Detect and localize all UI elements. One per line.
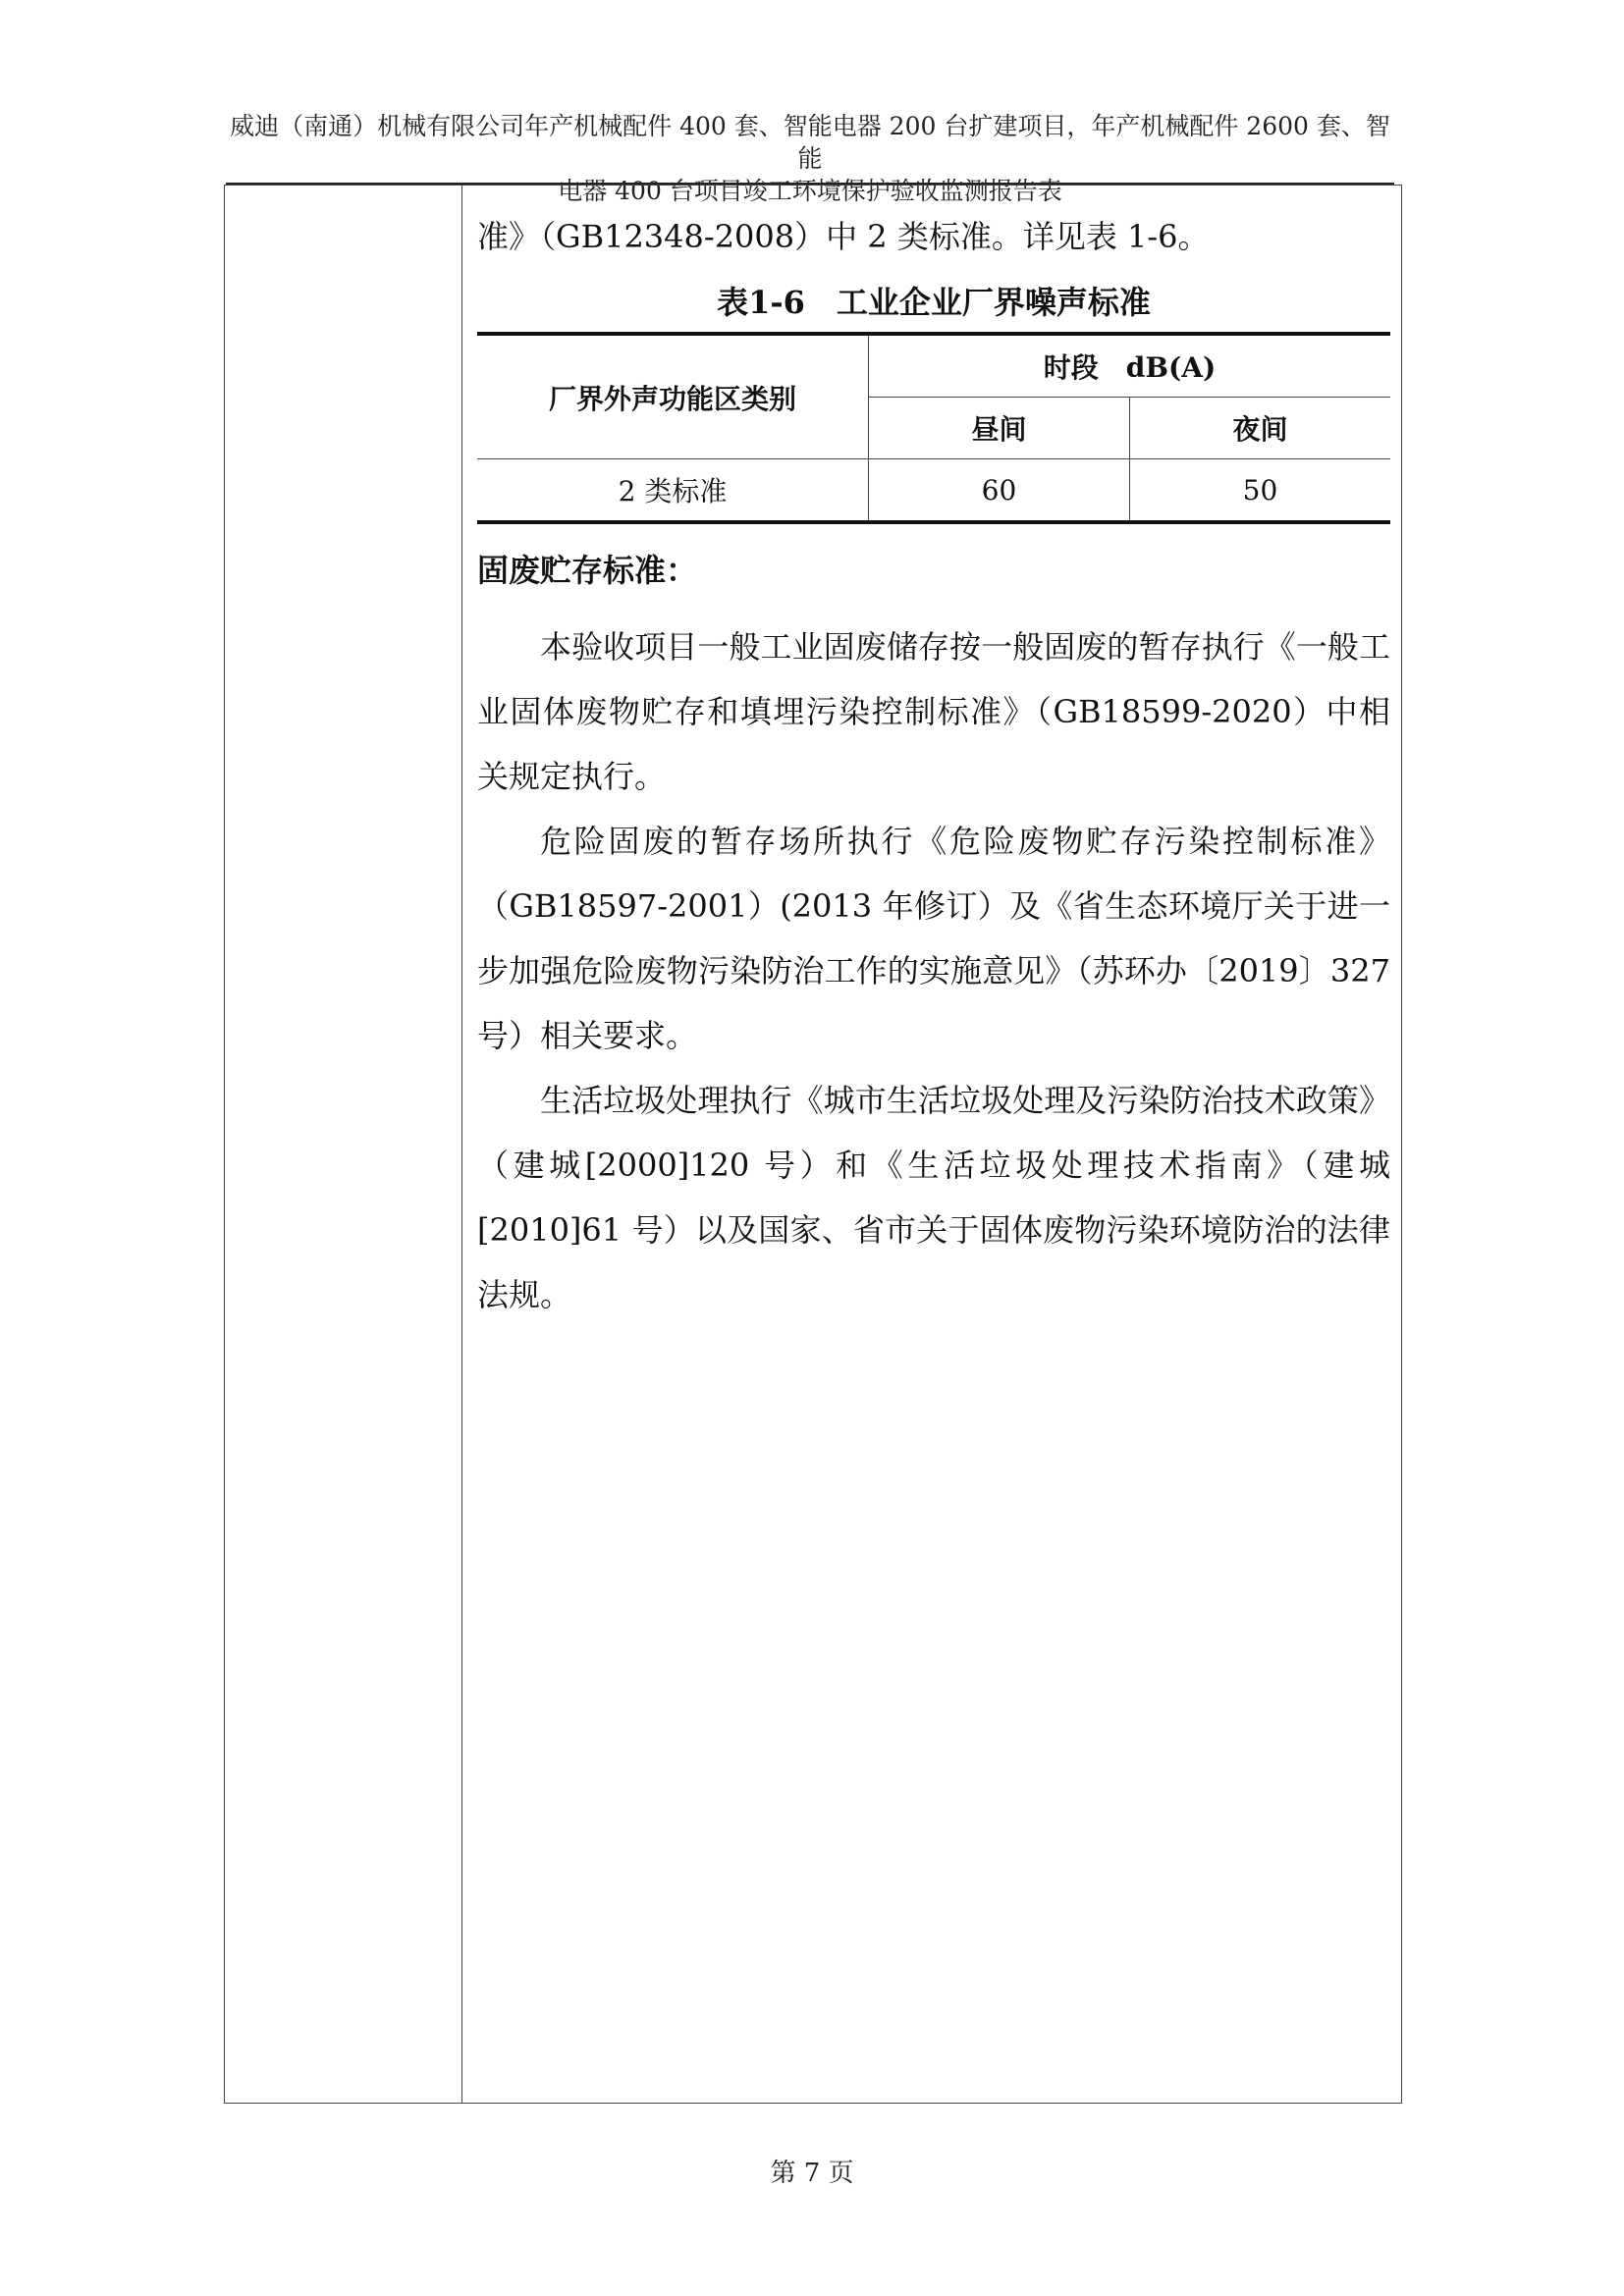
header-line-1: 威迪（南通）机械有限公司年产机械配件 400 套、智能电器 200 台扩建项目，年产机械配件 2600 套、智能 [230,112,1390,173]
intro-text: 准》（GB12348-2008）中 2 类标准。详见表 1-6。 [477,218,1210,255]
section-heading: 固废贮存标准： [477,552,698,589]
col-period-header: 时段 dB(A) [869,334,1391,398]
header-line-2: 电器 400 台项目竣工环境保护验收监测报告表 [558,177,1062,205]
table-row [477,459,1390,523]
paragraph-general-waste: 本验收项目一般工业固废储存按一般固废的暂存执行《一般工业固体废物贮存和填埋污染控制标准》（GB18599-2020）中相关规定执行。 [477,628,1390,795]
col-night-header: 夜间 [1130,398,1391,459]
paragraph-domestic-waste: 生活垃圾处理执行《城市生活垃圾处理及污染防治技术政策》（建城[2000]120 号）和《生活垃圾处理技术指南》（建城[2010]61 号）以及国家、省市关于固体废物污染环境防治的法律法规。 [477,1082,1390,1313]
col-day-header: 昼间 [869,398,1130,459]
table-header-row [477,334,1390,398]
noise-standard-table [477,332,1390,524]
cell-category: 2 类标准 [477,459,869,523]
page-number: 第 7 页 [770,2159,854,2188]
table-title: 表1-6 工业企业厂界噪声标准 [717,284,1151,321]
column-divider [461,185,462,2104]
paragraph-hazardous-waste: 危险固废的暂存场所执行《危险废物贮存污染控制标准》（GB18597-2001）(2013 年修订）及《省生态环境厅关于进一步加强危险废物污染防治工作的实施意见》（苏环办〔2019〕327 号）相关要求。 [477,823,1390,1054]
col-category-header: 厂界外声功能区类别 [477,334,869,459]
cell-night: 50 [1130,459,1391,523]
content-cell [477,204,1390,1327]
cell-day: 60 [869,459,1130,523]
